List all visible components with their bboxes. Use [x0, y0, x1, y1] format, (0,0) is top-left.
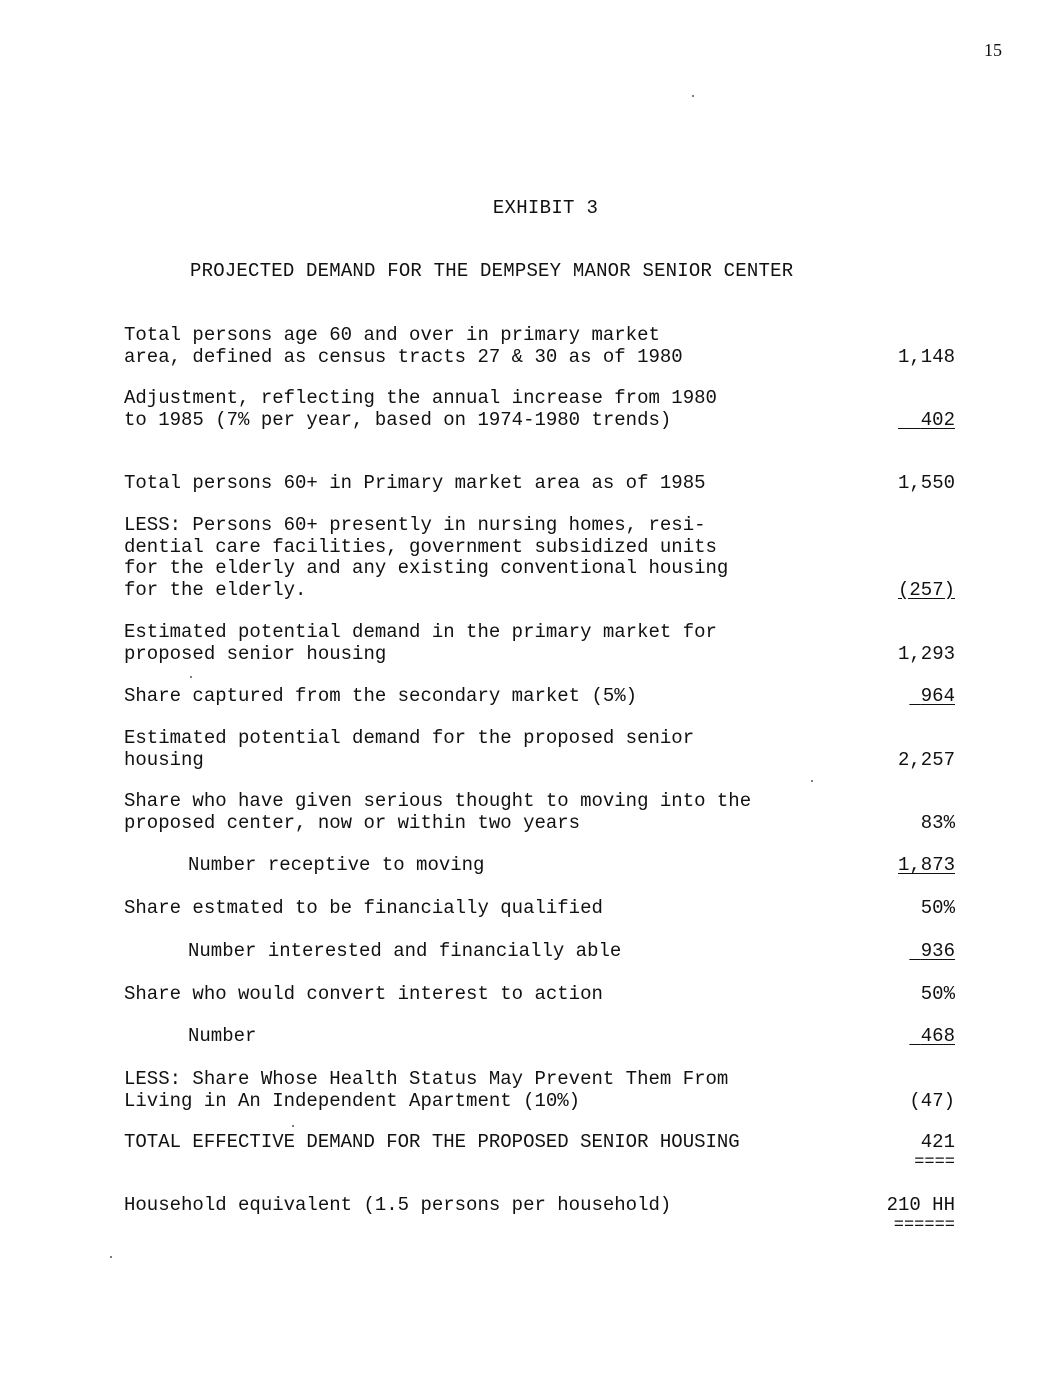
row-value: 83% [920, 811, 955, 834]
row-description: LESS: Persons 60+ presently in nursing homes, resi- dential care facilities, government subsidized units for the elderly and any existing conventional housing for the elderly. [124, 514, 729, 601]
page-number: 15 [984, 40, 1002, 60]
row-description: Share who would convert interest to action [124, 983, 603, 1005]
row-value: (47) [909, 1089, 955, 1112]
row-description: TOTAL EFFECTIVE DEMAND FOR THE PROPOSED SENIOR HOUSING [124, 1131, 740, 1153]
scan-speck [110, 1256, 112, 1258]
row-value: 468 [920, 1025, 955, 1047]
row-value: (257) [897, 578, 955, 601]
double-rule: ====== [893, 1216, 955, 1235]
row-value: 1,550 [897, 472, 955, 494]
exhibit-label: EXHIBIT 3 [492, 197, 599, 219]
row-description: Number [188, 1025, 257, 1047]
row-value: 402 [920, 408, 955, 431]
row-description: Household equivalent (1.5 persons per household) [124, 1194, 672, 1216]
row-description: Total persons age 60 and over in primary market area, defined as census tracts 27 & 30 as of 1980 [124, 324, 683, 368]
row-value: 936 [920, 940, 955, 962]
row-description: Number interested and financially able [188, 940, 622, 962]
row-description: Estimated potential demand for the proposed senior housing [124, 727, 695, 771]
row-description: Estimated potential demand in the primary market for proposed senior housing [124, 621, 717, 665]
row-value: 2,257 [897, 748, 955, 771]
row-value: 964 [920, 685, 955, 707]
row-description: LESS: Share Whose Health Status May Prevent Them From Living in An Independent Apartment (10%) [124, 1068, 729, 1112]
row-value: 421 [920, 1131, 955, 1153]
row-value: 50% [920, 983, 955, 1005]
row-value: 1,873 [897, 854, 955, 876]
scan-speck [692, 95, 694, 97]
scan-speck [811, 780, 813, 782]
row-value: 50% [920, 897, 955, 919]
row-description: Total persons 60+ in Primary market area as of 1985 [124, 472, 706, 494]
row-description: Share who have given serious thought to moving into the proposed center, now or within two years [124, 790, 752, 834]
row-description: Adjustment, reflecting the annual increase from 1980 to 1985 (7% per year, based on 1974-1980 trends) [124, 387, 717, 431]
row-description: Number receptive to moving [188, 854, 485, 876]
row-value: 1,148 [897, 345, 955, 368]
row-description: Share estmated to be financially qualified [124, 897, 603, 919]
double-rule: ==== [914, 1153, 955, 1172]
scan-speck [190, 676, 192, 678]
page-title: PROJECTED DEMAND FOR THE DEMPSEY MANOR SENIOR CENTER [190, 260, 794, 282]
scan-speck [292, 1125, 294, 1127]
row-description: Share captured from the secondary market (5%) [124, 685, 638, 707]
row-value: 210 HH [886, 1194, 955, 1216]
row-value: 1,293 [897, 642, 955, 665]
